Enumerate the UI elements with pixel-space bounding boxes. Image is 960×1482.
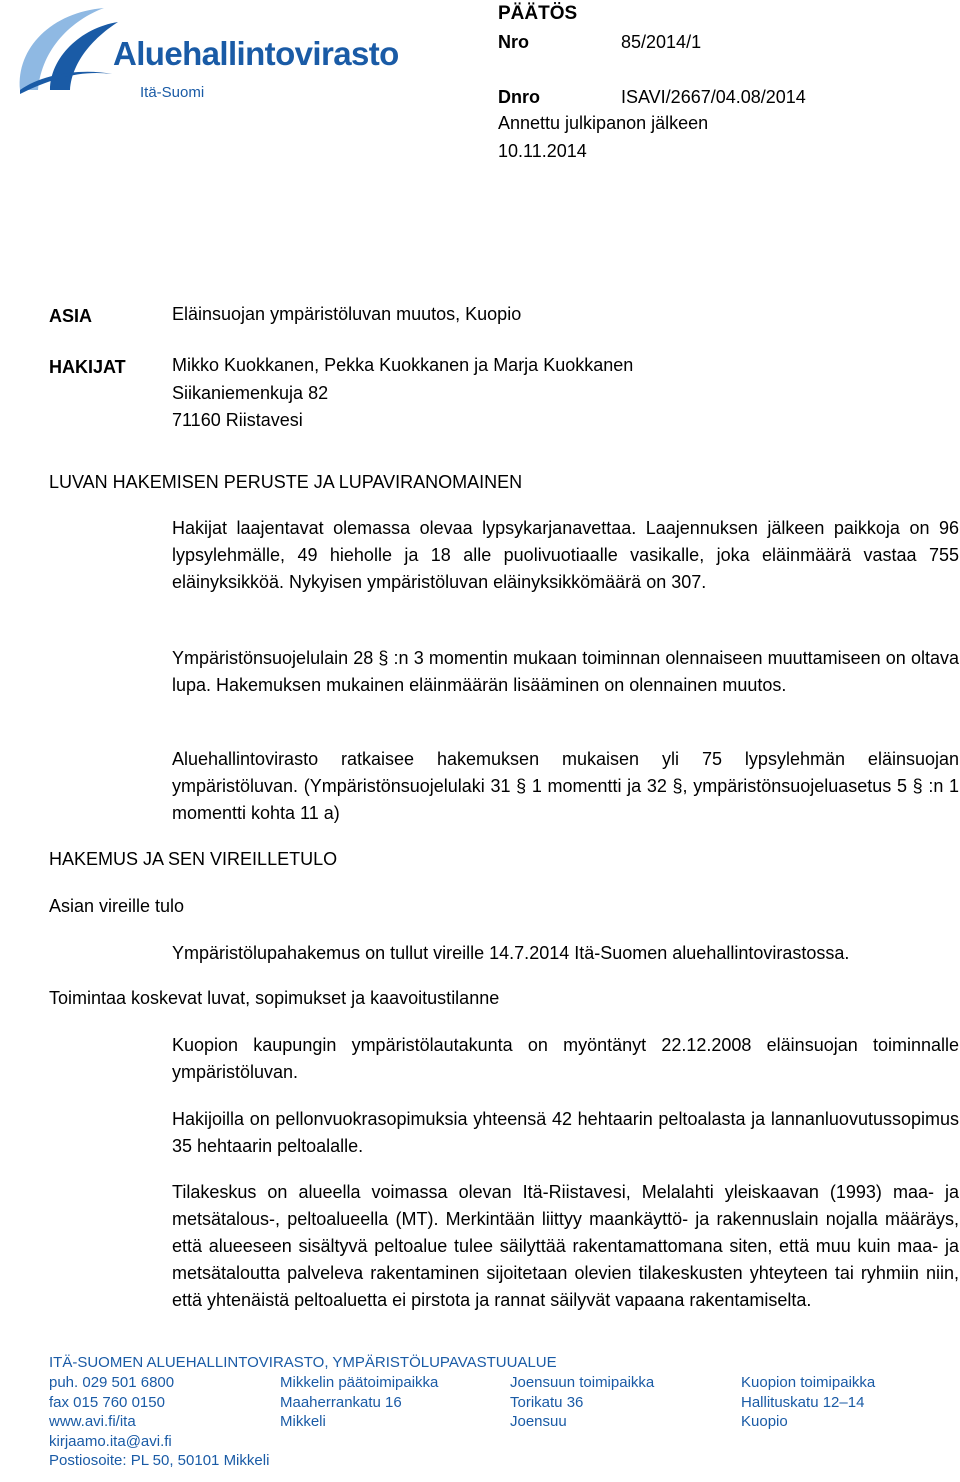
subheading-vireille: Asian vireille tulo	[49, 896, 185, 916]
footer-fax: fax 015 760 0150	[49, 1393, 165, 1411]
office-street: Hallituskatu 12–14	[741, 1393, 865, 1411]
issued-label: Annettu julkipanon jälkeen	[498, 113, 709, 133]
dnro-value: ISAVI/2667/04.08/2014	[621, 87, 806, 107]
asia-value: Eläinsuojan ympäristöluvan muutos, Kuopio	[172, 304, 522, 324]
office-street: Torikatu 36	[510, 1393, 584, 1411]
office-street: Maaherrankatu 16	[280, 1393, 402, 1411]
footer-website-link[interactable]: www.avi.fi/ita	[49, 1413, 136, 1430]
office-name: Joensuun toimipaikka	[510, 1374, 655, 1391]
footer-postal-address: Postiosoite: PL 50, 50101 Mikkeli	[49, 1452, 270, 1469]
nro-value: 85/2014/1	[621, 32, 702, 52]
footer-phone: puh. 029 501 6800	[49, 1374, 175, 1391]
nro-label: Nro	[498, 32, 529, 52]
office-name: Mikkelin päätoimipaikka	[280, 1374, 439, 1391]
paragraph-lease-agreements: Hakijoilla on pellonvuokrasopimuksia yhteensä 42 hehtaarin peltoalasta ja lannanluovutussopimus 35 hehtaarin peltoalalle.	[172, 1109, 959, 1156]
footer-org-line: ITÄ-SUOMEN ALUEHALLINTOVIRASTO, YMPÄRISTÖLUPAVASTUUALUE	[49, 1354, 557, 1371]
footer-email-link[interactable]: kirjaamo.ita@avi.fi	[49, 1432, 172, 1450]
paragraph-authority: Aluehallintovirasto ratkaisee hakemuksen mukaisen yli 75 lypsylehmän eläinsuojan ympäristöluvan. (Ympäristönsuojelulaki 31 § 1 momentti ja 32 §, ympäristönsuojeluasetus 5 § :n 1 momentti kohta 11 a)	[172, 749, 959, 823]
office-name: Kuopion toimipaikka	[741, 1374, 876, 1391]
paragraph-legal-basis: Ympäristönsuojelulain 28 § :n 3 momentin mukaan toiminnan olennaiseen muuttamiseen on oltava lupa. Hakemuksen mukainen eläinmäärän lisääminen on olennainen muutos.	[172, 648, 959, 695]
section-heading-peruste: LUVAN HAKEMISEN PERUSTE JA LUPAVIRANOMAINEN	[49, 472, 523, 492]
footer-contact	[49, 1373, 269, 1471]
hakijat-label: HAKIJAT	[49, 357, 126, 377]
asia-label: ASIA	[49, 306, 93, 326]
document-type: PÄÄTÖS	[498, 3, 578, 24]
footer-office-joensuu	[510, 1373, 654, 1432]
applicant-street: Siikaniemenkuja 82	[172, 383, 329, 403]
section-heading-hakemus: HAKEMUS JA SEN VIREILLETULO	[49, 849, 338, 869]
office-city: Mikkeli	[280, 1413, 326, 1430]
footer-office-mikkeli	[280, 1373, 438, 1432]
paragraph-filing-date: Ympäristölupahakemus on tullut vireille 14.7.2014 Itä-Suomen aluehallintovirastossa.	[172, 943, 850, 963]
section-heading-luvat: Toimintaa koskevat luvat, sopimukset ja kaavoitustilanne	[49, 988, 500, 1008]
issued-date: 10.11.2014	[498, 141, 587, 161]
dnro-label: Dnro	[498, 87, 540, 107]
office-city: Kuopio	[741, 1413, 788, 1430]
logo-region-name: Itä-Suomi	[140, 84, 205, 101]
paragraph-zoning: Tilakeskus on alueella voimassa olevan Itä-Riistavesi, Melalahti yleiskaavan (1993) maa- ja metsätalous-, peltoalueella (MT). Merkintään liittyy maankäyttö- ja rakennuslain nojalla määräys, että alueeseen sisältyvä peltoalue tulee säilyttää rakentamattomana siten, että muu kuin maa- ja metsätaloutta palveleva rakentaminen sijoitetaan olevien tilakeskusten yhteyteen tai ryhmiin niin, että yhtenäistä peltoaluetta ei pirstota ja rannat säilyvät vapaana rakentamiselta.	[172, 1182, 959, 1310]
office-city: Joensuu	[510, 1413, 567, 1430]
paragraph-expansion: Hakijat laajentavat olemassa olevaa lypsykarjanavettaa. Laajennuksen jälkeen paikkoja on 96 lypsylehmälle, 49 hieholle ja 18 alle puolivuotiaalle vasikalle, joka eläinmäärä vastaa 755 eläinyksikköä. Nykyisen ympäristöluvan eläinyksikkömäärä on 307.	[172, 518, 959, 592]
applicant-postal: 71160 Riistavesi	[172, 410, 303, 430]
logo-org-name: Aluehallintovirasto	[113, 35, 399, 72]
footer-office-kuopio	[741, 1373, 875, 1432]
paragraph-previous-permit: Kuopion kaupungin ympäristölautakunta on myöntänyt 22.12.2008 eläinsuojan toiminnalle ympäristöluvan.	[172, 1035, 959, 1082]
applicant-names: Mikko Kuokkanen, Pekka Kuokkanen ja Marja Kuokkanen	[172, 355, 634, 375]
